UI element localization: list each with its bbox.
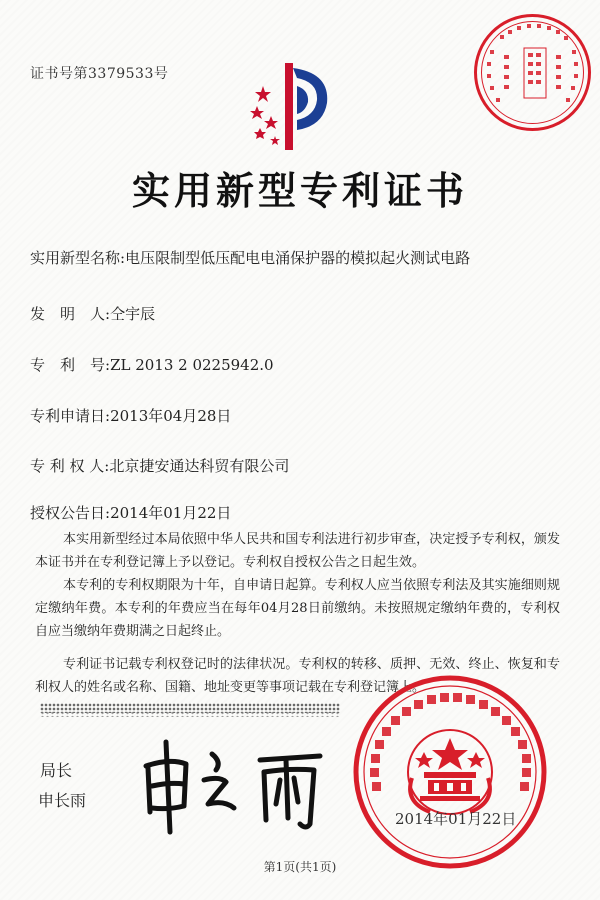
field-value: 仝宇辰 [110, 305, 156, 323]
field-label: 专利申请日: [30, 407, 111, 425]
page-footer: 第1页(共1页) [263, 860, 337, 874]
cnipa-logo-icon [245, 58, 340, 158]
field-inventor [30, 303, 155, 324]
body-paragraph: 专利证书记载专利权登记时的法律状况。专利权的转移、质押、无效、终止、恢复和专利权人的姓名或名称、国籍、地址变更等事项记载在专利登记簿上。 [35, 657, 560, 695]
field-patentee [30, 455, 289, 476]
field-utility-model-name [30, 247, 470, 268]
seal-date: 2014年01月22日 [395, 810, 517, 828]
top-seal-icon [470, 10, 595, 135]
field-label: 实用新型名称: [30, 249, 126, 267]
official-seal-icon [350, 672, 550, 872]
certificate-title: 实用新型专利证书 [131, 168, 468, 213]
field-patent-number [30, 354, 274, 375]
body-paragraph: 本专利的专利权期限为十年，自申请日起算。专利权人应当依照专利法及其实施细则规定缴纳年费。本专利的年费应当在每年04月28日前缴纳。未按照规定缴纳年费的，专利权自应当缴纳年费期满之日起终止。 [35, 578, 560, 639]
field-value: 2013年04月28日 [110, 407, 232, 425]
field-grant-date [30, 502, 231, 523]
director-title: 局长 [40, 761, 73, 780]
field-value: 北京捷安通达科贸有限公司 [109, 457, 290, 475]
field-value: 2014年01月22日 [110, 504, 232, 522]
field-value: 电压限制型低压配电电涌保护器的模拟起火测试电路 [125, 249, 471, 267]
signature-icon [130, 720, 330, 840]
field-label: 专 利 权 人: [30, 457, 110, 475]
field-filing-date [30, 405, 231, 426]
director-name: 申长雨 [38, 791, 87, 810]
field-label: 发 明 人: [30, 305, 111, 323]
anti-counterfeit-dot-strip [40, 711, 340, 717]
field-value: ZL 2013 2 0225942.0 [110, 356, 274, 374]
field-label: 授权公告日: [30, 504, 111, 522]
field-label: 专 利 号: [30, 356, 111, 374]
body-paragraph: 本实用新型经过本局依照中华人民共和国专利法进行初步审查，决定授予专利权，颁发本证书并在专利登记簿上予以登记。专利权自授权公告之日起生效。 [35, 532, 560, 570]
certificate-number: 证书号第3379533号 [30, 66, 169, 82]
